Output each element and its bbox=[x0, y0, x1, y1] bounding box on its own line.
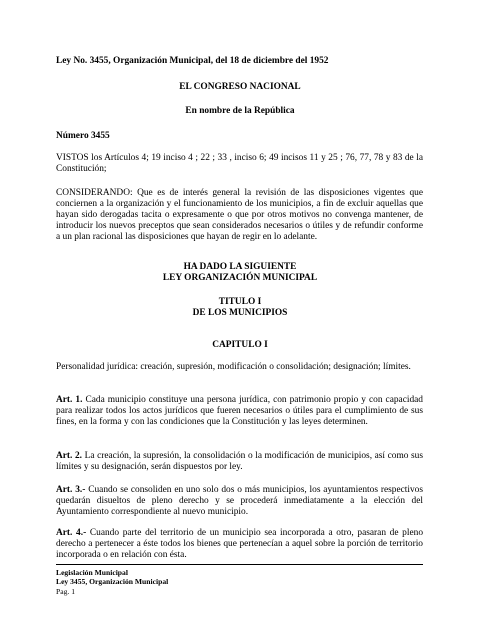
titulo-subheading: DE LOS MUNICIPIOS bbox=[192, 308, 288, 318]
enactment-line-1: HA DADO LA SIGUIENTE bbox=[183, 262, 297, 272]
footer-law: Ley 3455, Organización Municipal bbox=[56, 577, 169, 586]
article-label: Art. 1. bbox=[56, 395, 83, 405]
article-label: Art. 4.- bbox=[56, 528, 87, 538]
article-text: Cuando se consoliden en uno solo dos o más municipios, los ayuntamientos respectivos quedarán disueltos de pleno derecho y se procederá inmediatamente a la elección del Ayuntamiento correspondiente al nuevo municipio. bbox=[56, 485, 423, 517]
chapter-summary: Personalidad jurídica: creación, supresión, modificación o consolidación; designación; límites. bbox=[56, 362, 411, 372]
article-text: La creación, la supresión, la consolidación o la modificación de municipios, así como sus límites y su designación, serán dispuestos por ley. bbox=[56, 451, 424, 472]
titulo-heading: TITULO I bbox=[218, 297, 262, 307]
article-text: Cada municipio constituye una persona jurídica, con patrimonio propio y con capacidad para realizar todos los actos jurídicos que fueren necesarios o útiles para el cumplimiento de sus fines, en la forma y con las condiciones que la Constitución y las leyes determinen. bbox=[56, 395, 423, 427]
article-1 bbox=[56, 395, 423, 428]
article-3 bbox=[56, 485, 423, 518]
congress-heading: EL CONGRESO NACIONAL bbox=[179, 82, 301, 92]
footer-divider bbox=[56, 564, 423, 565]
capitulo-heading: CAPITULO I bbox=[212, 340, 268, 350]
enactment-line-2: LEY ORGANIZACIÓN MUNICIPAL bbox=[162, 273, 318, 283]
in-name-heading: En nombre de la República bbox=[185, 106, 295, 116]
article-4 bbox=[56, 528, 423, 561]
law-title: Ley No. 3455, Organización Municipal, del 18 de diciembre del 1952 bbox=[56, 56, 329, 66]
article-2 bbox=[56, 451, 423, 473]
considerando-paragraph: CONSIDERANDO: Que es de interés general la revisión de las disposiciones vigentes que conciernen a la organización y el funcionamiento de los municipios, a fin de excluir aquellas que hayan sido derogadas tacita o expresamente o que por otros motivos no convenga mantener, de introducir los nuevos preceptos que sean considerados necesarios o útiles y de refundir conforme a un plan racional las disposiciones que hayan de regir en lo adelante. bbox=[56, 188, 423, 242]
footer-page-number: Pag. 1 bbox=[56, 587, 75, 596]
footer-collection: Legislación Municipal bbox=[56, 568, 128, 577]
vistos-paragraph: VISTOS los Artículos 4; 19 inciso 4 ; 22 ; 33 , inciso 6; 49 incisos 11 y 25 ; 76, 77, 78 y 83 de la Constitución; bbox=[56, 153, 423, 174]
article-label: Art. 2. bbox=[56, 451, 83, 461]
article-text: Cuando parte del territorio de un municipio sea incorporada a otro, pasaran de pleno derecho a pertenecer a éste todos los bienes que pertenecían a aquel sobre la porción de territorio incorporada o en relación con ésta. bbox=[56, 528, 424, 560]
article-label: Art. 3.- bbox=[56, 485, 86, 495]
law-number: Número 3455 bbox=[56, 131, 110, 141]
